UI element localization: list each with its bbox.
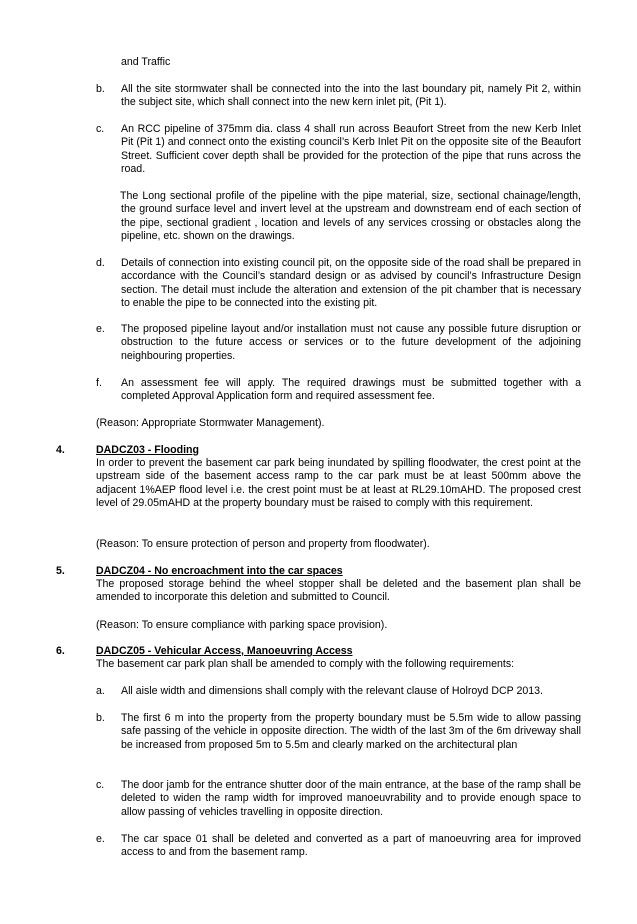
item-label: b. <box>96 712 105 724</box>
condition-title: DADCZ04 - No encroachment into the car spaces <box>96 565 343 577</box>
item-text: The proposed pipeline layout and/or installation must not cause any possible future disruption or obstruction to the future access or services or to the future development of the adjoining neighbouring properties. <box>121 323 581 362</box>
reason-text: (Reason: To ensure protection of person and property from floodwater). <box>96 538 430 550</box>
item-label: c. <box>96 123 105 135</box>
item-paragraph: The Long sectional profile of the pipeline with the pipe material, size, sectional chainage/length, the ground surface level and invert level at the upstream and downstream end of each section of the pipe, sectional gradient , location and levels of any services crossing or obstacles along the pipeline, etc. shown on the drawings. <box>120 190 581 243</box>
item-label: e. <box>96 833 105 845</box>
condition-body: In order to prevent the basement car park being inundated by spilling floodwater, the crest point at the upstream side of the basement access ramp to the car park must be at least 500mm above the adjacent 1%AEP flood level i.e. the crest point must be at least at RL29.10mAHD. The proposed crest level of 29.05mAHD at the property boundary must be raised to comply with this requirement. <box>96 457 581 510</box>
item-label: a. <box>96 685 105 697</box>
condition-number: 6. <box>56 645 65 657</box>
item-label: d. <box>96 257 105 269</box>
reason-text: (Reason: To ensure compliance with parking space provision). <box>96 619 388 631</box>
item-label: b. <box>96 83 105 95</box>
item-text: The car space 01 shall be deleted and converted as a part of manoeuvring area for improved access to and from the basement ramp. <box>121 833 581 859</box>
condition-body: The basement car park plan shall be amended to comply with the following requirements: <box>96 658 515 670</box>
item-text: Details of connection into existing council pit, on the opposite side of the road shall be prepared in accordance with the Council’s standard design or as advised by council’s Infrastructure Design section. The detail must include the alteration and extension of the pit chamber that is necessary to enable the pipe to be connected into the existing pit. <box>121 257 581 310</box>
condition-body: The proposed storage behind the wheel stopper shall be deleted and the basement plan shall be amended to incorporate this deletion and submitted to Council. <box>96 578 581 604</box>
item-text: The door jamb for the entrance shutter door of the main entrance, at the base of the ramp shall be deleted to widen the ramp width for improved manoeuvrability and to provide enough space to allow passing of vehicles travelling in opposite direction. <box>121 779 581 818</box>
condition-title: DADCZ03 - Flooding <box>96 444 199 456</box>
item-text: All the site stormwater shall be connected into the into the last boundary pit, namely Pit 2, within the subject site, which shall connect into the new kern inlet pit, (Pit 1). <box>121 83 581 109</box>
item-text: All aisle width and dimensions shall comply with the relevant clause of Holroyd DCP 2013. <box>121 685 544 697</box>
reason-text: (Reason: Appropriate Stormwater Management). <box>96 417 325 429</box>
condition-number: 4. <box>56 444 65 456</box>
item-text: An assessment fee will apply. The required drawings must be submitted together with a completed Approval Application form and required assessment fee. <box>121 377 581 403</box>
condition-title: DADCZ05 - Vehicular Access, Manoeuvring Access <box>96 645 353 657</box>
item-label: f. <box>96 377 102 389</box>
condition-number: 5. <box>56 565 65 577</box>
item-text: The first 6 m into the property from the property boundary must be 5.5m wide to allow passing safe passing of the vehicle in opposite direction. The width of the last 3m of the 6m driveway shall be increased from proposed 5m to 5.5m and clearly marked on the architectural plan <box>121 712 581 751</box>
item-label: e. <box>96 323 105 335</box>
item-text: An RCC pipeline of 375mm dia. class 4 shall run across Beaufort Street from the new Kerb Inlet Pit (Pit 1) and connect onto the existing council’s Kerb Inlet Pit on the opposite site of the Beaufort Street. Sufficient cover depth shall be provided for the protection of the pipe that runs across the road. <box>121 123 581 176</box>
intro-tail: and Traffic <box>121 56 171 68</box>
item-label: c. <box>96 779 105 791</box>
